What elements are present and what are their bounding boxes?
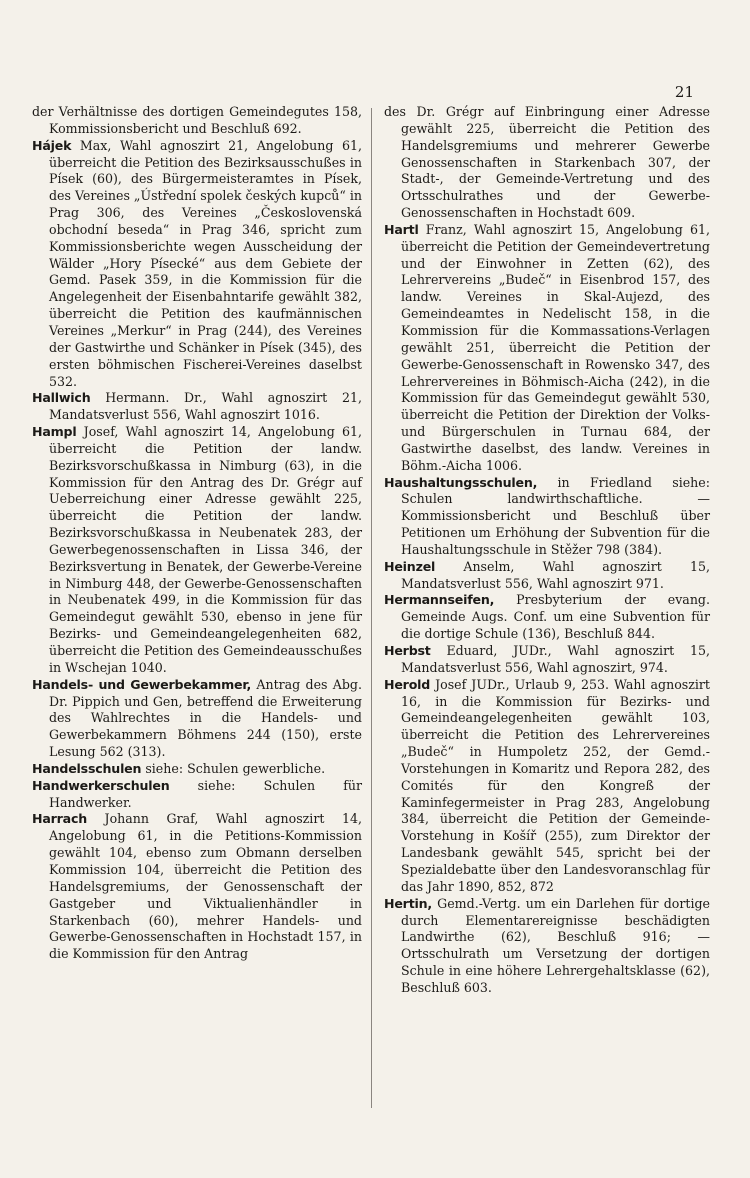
entry-text: Hermann. Dr., Wahl agnoszirt 21, Mandatsverlust 556, Wahl agnoszirt 1016.	[49, 390, 362, 423]
entry-text: Gemd.-Vertg. um ein Darlehen für dortige durch Elementarereignisse beschädigten Landwirthe (62), Beschluß 916; — Ortsschulrath um Versetzung der dortigen Schule in eine höhere Lehrergehaltsklasse (62), Beschluß 603.	[401, 895, 710, 995]
entry-headword: Hartl	[384, 221, 419, 237]
entry-text: der Verhältnisse des dortigen Gemeindegutes 158, Kommissionsbericht und Beschluß 692.	[32, 104, 362, 136]
right-column	[384, 104, 710, 997]
entry-headword: Hájek	[32, 137, 72, 153]
entry-headword: Hertin,	[384, 895, 432, 911]
index-entry	[32, 390, 362, 424]
entry-text: Presbyterium der evang. Gemeinde Augs. Conf. um eine Subvention für die dortige Schule (136), Beschluß 844.	[401, 592, 710, 642]
entry-headword: Handelsschulen	[32, 760, 142, 776]
page-number: 21	[674, 83, 694, 101]
index-entry	[384, 104, 710, 222]
index-entry	[384, 643, 710, 677]
index-entry	[384, 592, 710, 643]
index-entry	[384, 222, 710, 475]
entry-text: Johann Graf, Wahl agnoszirt 14, Angelobung 61, in die Petitions-Kommission gewählt 104, ebenso zum Obmann derselben Kommission 104, überreicht die Petition des Handelsgremiums, der Genossenschaft der Gastgeber und Viktualienhändler in Starkenbach (60), mehrer Handels- und Gewerbe-Genossenschaften in Hochstadt 157, in die Kommission für den Antrag	[49, 811, 362, 962]
index-entry	[32, 811, 362, 963]
entry-text: Josef, Wahl agnoszirt 14, Angelobung 61, überreicht die Petition der landw. Bezirksvorschußkassa in Nimburg (63), in die Kommission für den Antrag des Dr. Grégr auf Ueberreichung einer Adresse gewählt 225, überreicht die Petition der landw. Bezirksvorschußkassa in Neubenatek 283, der Gewerbegenossenschaften in Lissa 346, der Bezirksvertung in Benatek, der Gewerbe-Vereine in Nimburg 448, der Gewerbe-Genossenschaften in Neubenatek 499, in die Kommission für das Gemeindegut gewählt 530, ebenso in jene für Bezirks- und Gemeindeangelegenheiten 682, überreicht die Petition des Gemeindeausschußes in Wschejan 1040.	[49, 424, 362, 675]
entry-headword: Heinzel	[384, 558, 436, 574]
index-entry	[32, 778, 362, 812]
index-entry	[32, 104, 362, 138]
entry-text: Anselm, Wahl agnoszirt 15, Mandatsverlust 556, Wahl agnoszirt 971.	[401, 558, 710, 591]
entry-text: Josef JUDr., Urlaub 9, 253. Wahl agnoszirt 16, in die Kommission für Bezirks- und Gemeindeangelegenheiten gewählt 103, überreicht die Petition des Lehrervereines „Budeč“ in Humpoletz 252, der Gemd.-Vorstehungen in Komaritz und Repora 282, des Comités für den Kongreß der Kaminfegermeister in Prag 283, Angelobung 384, überreicht die Petition der Gemeinde-Vorstehung in Košíř (255), zum Direktor der Landesbank gewählt 545, spricht bei der Spezialdebatte über den Landesvoranschlag für das Jahr 1890, 852, 872	[401, 676, 710, 894]
entry-headword: Herold	[384, 676, 431, 692]
index-entry	[384, 677, 710, 896]
index-entry	[32, 138, 362, 391]
index-entry	[32, 677, 362, 761]
index-entry	[32, 424, 362, 677]
entry-headword: Harrach	[32, 811, 87, 827]
index-entry	[384, 896, 710, 997]
entry-text: siehe: Schulen für Handwerker.	[49, 777, 362, 810]
entry-text: des Dr. Grégr auf Einbringung einer Adresse gewählt 225, überreicht die Petition des Handelsgremiums und mehrerer Gewerbe Genossenschaften in Starkenbach 307, der Stadt-, der Gemeinde-Vertretung und des Ortsschulrathes und der Gewerbe-Genossenschaften in Hochstadt 609.	[384, 104, 710, 221]
entry-text: Antrag des Abg. Dr. Pippich und Gen, betreffend die Erweiterung des Wahlrechtes in die Handels- und Gewerbekammern Böhmens 244 (150), erste Lesung 562 (313).	[49, 676, 362, 760]
entry-text: siehe: Schulen gewerbliche.	[145, 760, 326, 776]
column-divider	[371, 108, 372, 1108]
entry-headword: Handwerkerschulen	[32, 777, 170, 793]
entry-headword: Hampl	[32, 424, 77, 440]
entry-text: Max, Wahl agnoszirt 21, Angelobung 61, überreicht die Petition des Bezirksausschußes in Písek (60), des Bürgermeisteramtes in Písek, des Vereines „Ústřední spolek českých kupců“ in Prag 306, des Vereines „Československá obchodní beseda“ in Prag 346, spricht zum Kommissionsberichte wegen Ausscheidung der Wälder „Hory Písecké“ aus dem Gebiete der Gemd. Pasek 359, in die Kommission für die Angelegenheit der Eisenbahntarife gewählt 382, überreicht die Petition des kaufmännischen Vereines „Merkur“ in Prag (244), des Vereines der Gastwirthe und Schänker in Písek (345), des ersten böhmischen Fischerei-Vereines daselbst 532.	[49, 137, 362, 389]
index-entry	[32, 761, 362, 778]
entry-headword: Hallwich	[32, 390, 91, 406]
index-entry	[384, 559, 710, 593]
entry-text: Franz, Wahl agnoszirt 15, Angelobung 61, überreicht die Petition der Gemeindevertretung und der Einwohner in Zetten (62), des Lehrervereins „Budeč“ in Eisenbrod 157, des landw. Vereines in Skal-Aujezd, des Gemeindeamtes in Nedelischt 158, in die Kommission für die Kommassations-Verlagen gewählt 251, überreicht die Petition der Gewerbe-Genossenschaft in Rowensko 347, des Lehrervereines in Böhmisch-Aicha (242), in die Kommission für das Gemeindegut gewählt 530, überreicht die Petition der Direktion der Volks- und Bürgerschulen in Turnau 684, der Gastwirthe daselbst, des landw. Vereines in Böhm.-Aicha 1006.	[401, 221, 710, 473]
entry-headword: Haushaltungsschulen,	[384, 474, 538, 490]
entry-headword: Herbst	[384, 643, 431, 658]
left-column	[32, 104, 362, 963]
entry-headword: Hermannseifen,	[384, 592, 495, 608]
entry-text: Eduard, JUDr., Wahl agnoszirt 15, Mandatsverlust 556, Wahl agnoszirt, 974.	[401, 643, 710, 675]
entry-headword: Handels- und Gewerbekammer,	[32, 676, 252, 692]
index-entry	[384, 475, 710, 559]
entry-text: in Friedland siehe: Schulen landwirthschaftliche. — Kommissionsbericht und Beschluß über Petitionen um Erhöhung der Subvention für die Haushaltungsschule in Stěžer 798 (384).	[401, 474, 710, 557]
